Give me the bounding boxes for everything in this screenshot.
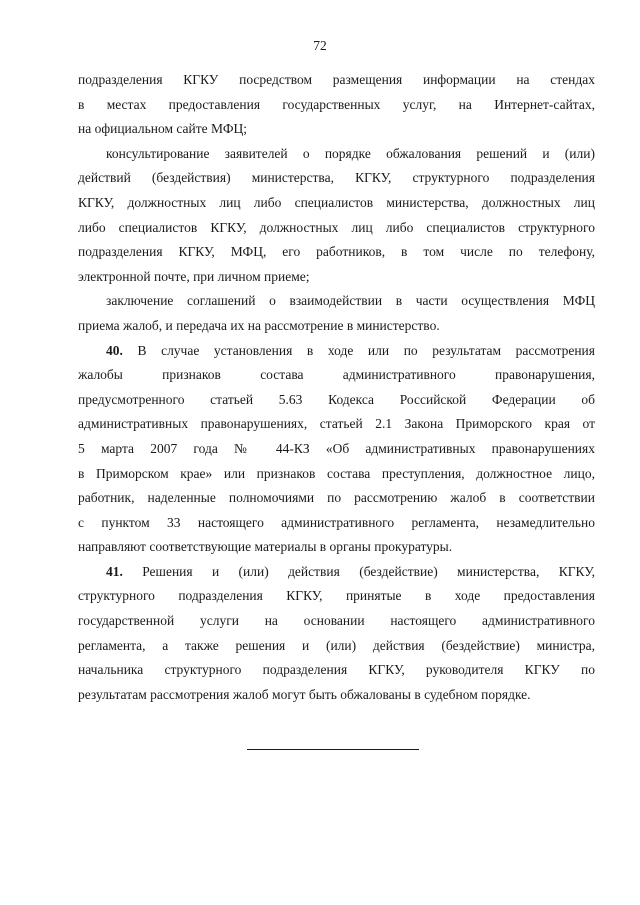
paragraph-40 [78,339,595,560]
text-line: либо специалистов КГКУ, должностных лиц либо специалистов структурного [78,219,595,235]
clause-number: 40. [106,342,123,358]
text-line: в местах предоставления государственных услуг, на Интернет-сайтах, [78,96,595,112]
text-line: в Приморском крае» или признаков состава преступления, должностное лицо, [78,465,595,481]
text-line: результатам рассмотрения жалоб могут быть обжалованы в судебном порядке. [78,686,531,702]
text-line: действий (бездействия) министерства, КГКУ, структурного подразделения [78,170,595,186]
text-line: структурного подразделения КГКУ, принятые в ходе предоставления [78,588,595,604]
text-line: предусмотренного статьей 5.63 Кодекса Российской Федерации об [78,391,595,407]
text-line [78,560,595,585]
text-line: заключение соглашений о взаимодействии в части осуществления МФЦ [106,293,595,309]
text-line: на официальном сайте МФЦ; [78,121,248,137]
text-line: 5 марта 2007 года № 44-КЗ «Об административных правонарушениях [78,440,595,456]
clause-first-line-text: Решения и (или) действия (бездействие) министерства, КГКУ, [122,563,595,579]
text-line: начальника структурного подразделения КГКУ, руководителя КГКУ по [78,662,595,678]
text-line: административных правонарушениях, статьей 2.1 Закона Приморского края от [78,416,595,432]
text-line: приема жалоб, и передача их на рассмотрение в министерство. [78,317,440,333]
text-line: направляют соответствующие материалы в органы прокуратуры. [78,539,453,555]
text-line: жалобы признаков состава административного правонарушения, [78,367,595,383]
text-line: подразделения КГКУ посредством размещения информации на стендах [78,72,595,87]
paragraph-1 [78,68,595,142]
text-line: консультирование заявителей о порядке обжалования решений и (или) [106,145,595,161]
clause-number: 41. [106,563,123,579]
text-line: подразделения КГКУ, МФЦ, его работников, в том числе по телефону, [78,244,595,260]
document-body [78,68,595,707]
text-line [78,339,595,364]
text-line: работник, наделенные полномочиями по рассмотрению жалоб в соответствии [78,490,595,506]
page-number: 72 [313,38,327,53]
text-line: государственной услуги на основании настоящего административного [78,613,595,629]
text-line: регламента, а также решения и (или) действия (бездействие) министра, [78,637,595,653]
text-line: электронной почте, при личном приеме; [78,268,310,284]
paragraph-2 [78,142,595,290]
end-divider-line [247,749,419,750]
paragraph-41 [78,560,595,708]
clause-first-line-text: В случае установления в ходе или по результатам рассмотрения [122,342,595,358]
text-line: с пунктом 33 настоящего административного регламента, незамедлительно [78,514,595,530]
paragraph-3 [78,289,595,338]
text-line: КГКУ, должностных лиц либо специалистов министерства, должностных лиц [78,194,595,210]
